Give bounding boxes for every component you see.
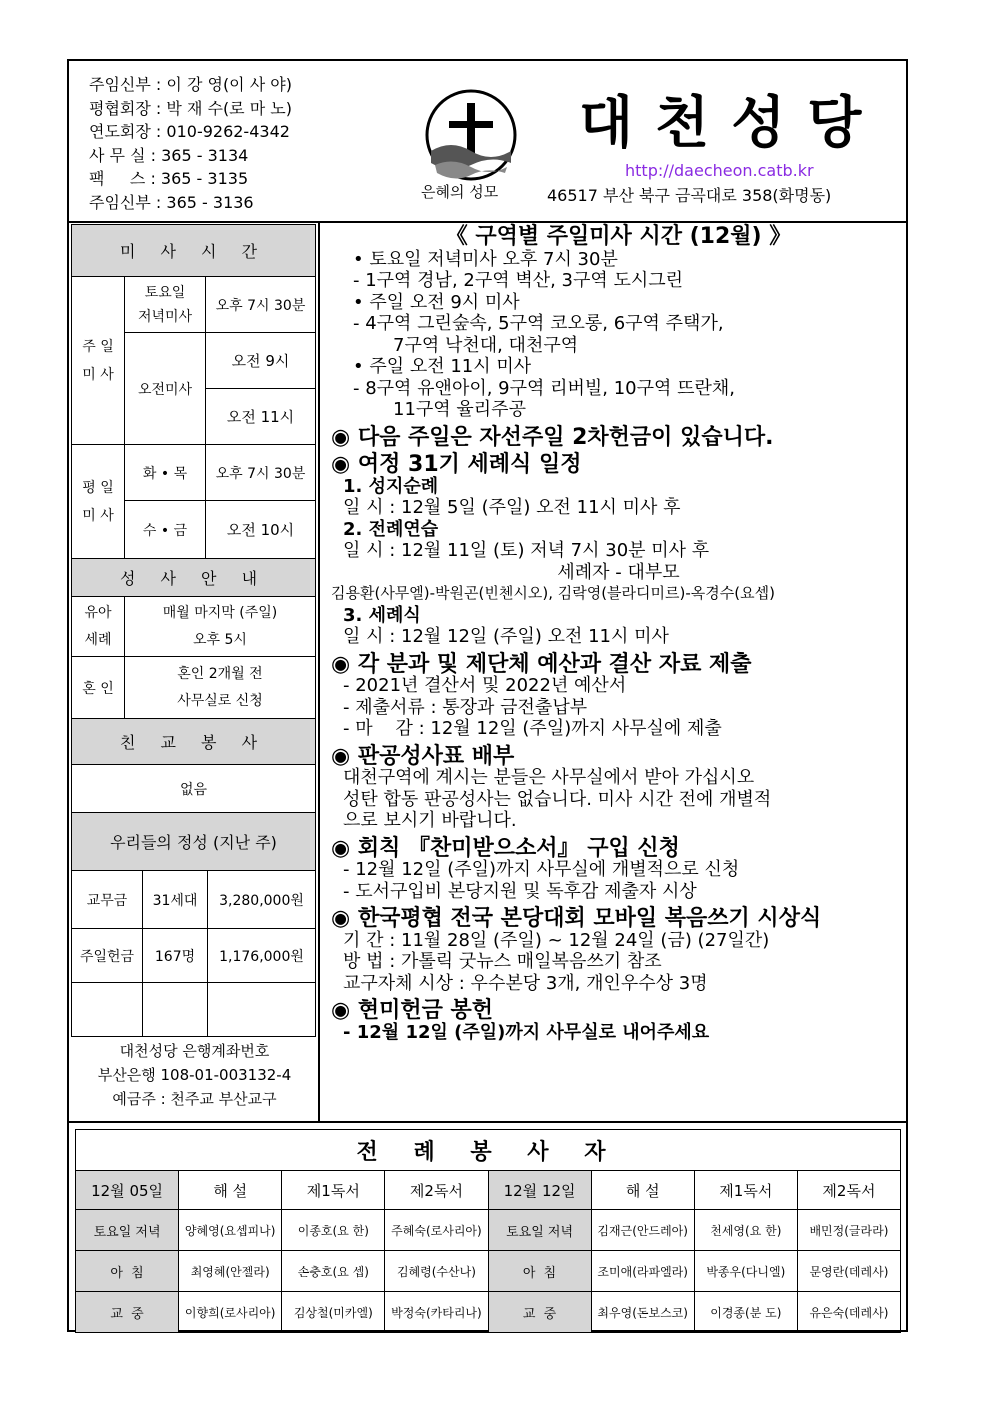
servers-table — [75, 1129, 901, 1333]
fellowship-title: 친 교 봉 사 — [72, 719, 316, 765]
contact-value: : 박 재 수(로 마 노) — [155, 98, 292, 118]
contact-value: : 이 강 영(이 사 야) — [155, 75, 292, 94]
marriage-label: 혼 인 — [72, 657, 125, 719]
table-cell: 이종호(요 한) — [282, 1210, 385, 1251]
sidebar — [71, 224, 318, 1121]
bulletin-frame — [67, 59, 908, 1332]
notices — [331, 226, 906, 1043]
notice-line: - 12월 12일 (주일)까지 사무실에 개별적으로 신청 — [343, 859, 740, 880]
table-cell: 이향희(로사리아) — [179, 1292, 282, 1333]
offering-amount — [208, 983, 316, 1037]
mass-schedule-title: 《 구역별 주일미사 시간 (12월) 》 — [445, 224, 792, 249]
notice-line: 일 시 : 12월 5일 (주일) 오전 11시 미사 후 — [343, 497, 681, 518]
contact-row — [89, 167, 292, 191]
table-row — [76, 1292, 901, 1333]
notice-line: - 8구역 유앤아이, 9구역 리버빌, 10구역 뜨란채, — [353, 377, 736, 399]
contact-label: 연도회장 — [89, 122, 151, 141]
notice-line: • 주일 오전 9시 미사 — [353, 291, 520, 313]
morning-mass-time: 오전 11시 — [206, 389, 316, 445]
contact-value: : 365 - 3136 — [155, 192, 254, 212]
table-cell: 이경종(분 도) — [694, 1292, 797, 1333]
table-cell: 최영혜(안젤라) — [179, 1251, 282, 1292]
table-cell: 아 침 — [76, 1251, 179, 1292]
contact-row — [89, 191, 292, 215]
offering-title: 우리들의 정성 (지난 주) — [72, 813, 316, 871]
header — [69, 61, 906, 223]
table-cell: 박정숙(카타리나) — [385, 1292, 488, 1333]
charity-notice: ◉ 다음 주일은 자선주일 2차헌금이 있습니다. — [331, 424, 774, 450]
mass-times-table — [71, 224, 316, 871]
offering-table — [71, 870, 316, 1037]
infant-baptism-value: 매월 마지막 (주일) 오후 5시 — [125, 597, 316, 657]
notice-line: 11구역 율리주공 — [393, 399, 526, 420]
offering-count: 167명 — [143, 929, 208, 983]
weekday-time: 오전 10시 — [206, 501, 316, 559]
notice-line: - 4구역 그린숲속, 5구역 코오롱, 6구역 주택가, — [353, 313, 724, 334]
offering-count — [143, 983, 208, 1037]
contact-value: : 365 - 3134 — [150, 145, 249, 165]
website-link[interactable]: http://daecheon.catb.kr — [625, 161, 814, 180]
baptism-title: ◉ 여정 31기 세례식 일정 — [331, 452, 582, 477]
notice-line: • 토요일 저녁미사 오후 7시 30분 — [353, 248, 618, 270]
morning-mass-time: 오전 9시 — [206, 333, 316, 389]
notice-line: - 12월 12일 (주일)까지 사무실로 내어주세요 — [343, 1021, 710, 1043]
notice-line: 7구역 낙천대, 대천구역 — [393, 334, 579, 356]
budget-title: ◉ 각 분과 및 제단체 예산과 결산 자료 제출 — [331, 651, 752, 677]
contact-label: 팩 스 — [89, 169, 146, 188]
table-cell: 아 침 — [488, 1251, 591, 1292]
notice-line: 기 간 : 11월 28일 (주일) ~ 12월 24일 (금) (27일간) — [343, 929, 770, 951]
notice-line: • 주일 오전 11시 미사 — [353, 356, 532, 377]
morning-mass-label: 오전미사 — [125, 333, 206, 445]
notice-line: 교구자체 시상 : 우수본당 3개, 개인우수상 3명 — [343, 972, 708, 994]
saturday-mass-label: 토요일 저녁미사 — [125, 277, 206, 333]
notice-line: 세례자 - 대부모 — [557, 561, 680, 583]
contact-label: 주임신부 — [89, 75, 151, 94]
sacrament-title: 성 사 안 내 — [72, 559, 316, 597]
mass-times-title: 미 사 시 간 — [72, 225, 316, 277]
table-header: 12월 05일 — [76, 1171, 179, 1210]
saturday-mass-time: 오후 7시 30분 — [206, 277, 316, 333]
logo-caption: 은혜의 성모 — [421, 183, 499, 201]
table-header: 해 설 — [591, 1171, 694, 1210]
table-header: 제1독서 — [282, 1171, 385, 1210]
notice-line: - 2021년 결산서 및 2022년 예산서 — [343, 675, 627, 696]
table-cell: 박종우(다니엘) — [694, 1251, 797, 1292]
table-cell: 양혜영(요셉피나) — [179, 1210, 282, 1251]
parish-title: 대천성당 — [579, 91, 884, 156]
table-cell: 토요일 저녁 — [488, 1210, 591, 1251]
contact-value: : 010-9262-4342 — [155, 122, 290, 141]
gospel-writing-title: ◉ 한국평협 전국 본당대회 모바일 복음쓰기 시상식 — [331, 906, 822, 931]
contact-list — [89, 73, 292, 214]
offering-amount: 1,176,000원 — [208, 929, 316, 983]
bank-line: 예금주 : 천주교 부산교구 — [112, 1090, 277, 1108]
table-header: 12월 12일 — [488, 1171, 591, 1210]
confession-title: ◉ 판공성사표 배부 — [331, 743, 515, 769]
table-cell: 김재근(안드레아) — [591, 1210, 694, 1251]
notice-line: 대천구역에 계시는 분들은 사무실에서 받아 가십시오 — [343, 767, 755, 788]
table-cell: 손충호(요 셉) — [282, 1251, 385, 1292]
notice-line: 2. 전례연습 — [343, 518, 439, 540]
weekday-days: 화 • 목 — [125, 445, 206, 501]
section-divider — [69, 1121, 906, 1123]
contact-row — [89, 144, 292, 168]
address: 46517 부산 북구 금곡대로 358(화명동) — [547, 186, 832, 205]
contact-row — [89, 120, 292, 144]
notice-line: 일 시 : 12월 12일 (주일) 오전 11시 미사 — [343, 626, 669, 647]
fellowship-value: 없음 — [72, 765, 316, 813]
servers-title: 전 례 봉 사 자 — [76, 1130, 901, 1171]
notice-line: 김용환(사무엘)-박원곤(빈첸시오), 김락영(블라디미르)-옥경수(요셉) — [331, 584, 775, 602]
table-cell: 천세영(요 한) — [694, 1210, 797, 1251]
encyclical-title: ◉ 회칙 『찬미받으소서』 구입 신청 — [331, 835, 680, 861]
table-cell: 교 중 — [76, 1292, 179, 1333]
contact-row — [89, 73, 292, 97]
notice-line: 으로 보시기 바랍니다. — [343, 810, 517, 831]
notice-line: - 제출서류 : 통장과 금전출납부 — [343, 696, 588, 718]
table-cell: 토요일 저녁 — [76, 1210, 179, 1251]
offering-amount: 3,280,000원 — [208, 871, 316, 929]
table-header: 해 설 — [179, 1171, 282, 1210]
table-cell: 김혜령(수산나) — [385, 1251, 488, 1292]
notice-line: - 도서구입비 본당지원 및 독후감 제출자 시상 — [343, 880, 697, 902]
bank-line: 부산은행 108-01-003132-4 — [97, 1066, 292, 1084]
notice-line: 성탄 합동 판공성사는 없습니다. 미사 시간 전에 개별적 — [343, 788, 772, 810]
offering-label — [72, 983, 143, 1037]
contact-label: 평협회장 — [89, 98, 151, 118]
table-header: 제2독서 — [797, 1171, 900, 1210]
weekday-days: 수 • 금 — [125, 501, 206, 559]
contact-label: 사 무 실 — [89, 145, 146, 165]
table-cell: 김상철(미카엘) — [282, 1292, 385, 1333]
marriage-value: 혼인 2개월 전 사무실로 신청 — [125, 657, 316, 719]
table-row — [76, 1210, 901, 1251]
rice-offering-title: ◉ 현미헌금 봉헌 — [331, 998, 494, 1023]
table-cell: 배민정(글라라) — [797, 1210, 900, 1251]
bank-account-info — [71, 1039, 318, 1111]
table-cell: 교 중 — [488, 1292, 591, 1333]
contact-value: : 365 - 3135 — [150, 169, 249, 188]
notice-line: - 1구역 경남, 2구역 벽산, 3구역 도시그린 — [353, 270, 684, 291]
contact-row — [89, 97, 292, 121]
sunday-mass-label: 주 일 미 사 — [72, 277, 125, 445]
table-header: 제2독서 — [385, 1171, 488, 1210]
bank-line: 대천성당 은행계좌번호 — [119, 1042, 270, 1060]
weekday-time: 오후 7시 30분 — [206, 445, 316, 501]
offering-label: 교무금 — [72, 871, 143, 929]
notice-line: - 마 감 : 12월 12일 (주일)까지 사무실에 제출 — [343, 718, 722, 739]
table-cell: 문영란(데레사) — [797, 1251, 900, 1292]
table-cell: 유은숙(데레사) — [797, 1292, 900, 1333]
table-cell: 조미애(라파엘라) — [591, 1251, 694, 1292]
notice-line: 3. 세례식 — [343, 604, 421, 626]
column-divider — [318, 221, 320, 1121]
table-header: 제1독서 — [694, 1171, 797, 1210]
infant-baptism-label: 유아 세례 — [72, 597, 125, 657]
weekday-mass-label: 평 일 미 사 — [72, 445, 125, 559]
notice-line: 1. 성지순례 — [343, 475, 439, 497]
table-cell: 주혜숙(로사리아) — [385, 1210, 488, 1251]
table-cell: 최우영(돈보스코) — [591, 1292, 694, 1333]
notice-line: 일 시 : 12월 11일 (토) 저녁 7시 30분 미사 후 — [343, 540, 710, 561]
contact-label: 주임신부 — [89, 192, 151, 212]
notice-line: 방 법 : 가톨릭 굿뉴스 매일복음쓰기 참조 — [343, 951, 662, 972]
offering-count: 31세대 — [143, 871, 208, 929]
offering-label: 주일헌금 — [72, 929, 143, 983]
liturgy-servers — [75, 1129, 901, 1333]
table-row — [76, 1251, 901, 1292]
